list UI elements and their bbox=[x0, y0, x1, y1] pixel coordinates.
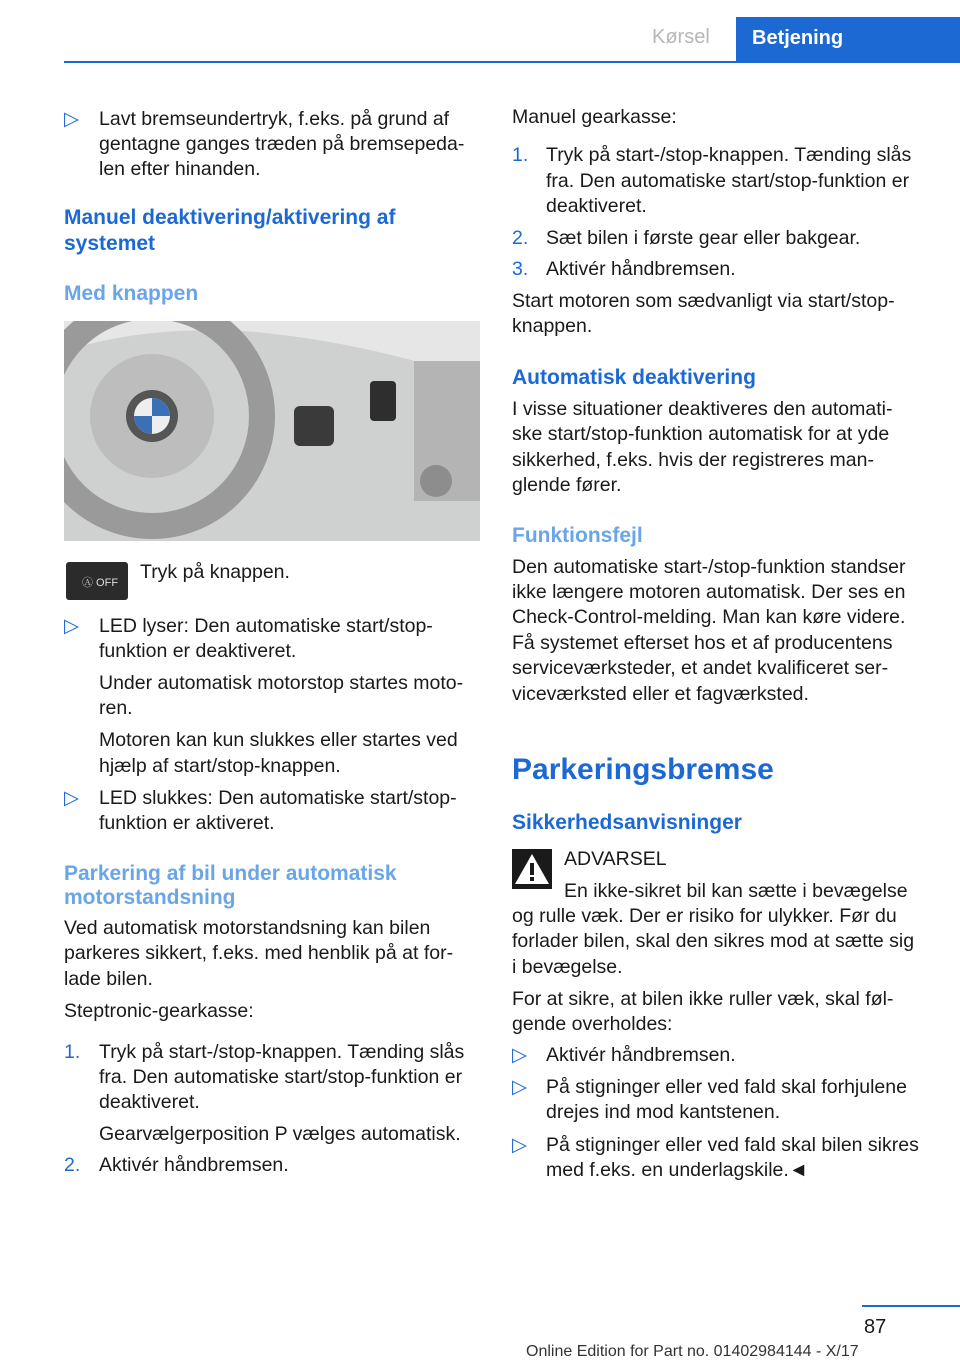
heading-manual: systemet bbox=[64, 232, 156, 255]
text-line: og rulle væk. Der er risiko for ulykker. Før du bbox=[512, 905, 897, 927]
text-line: gende overholdes: bbox=[512, 1013, 673, 1035]
text-line: Den automatiske start-/stop-funktion standser bbox=[512, 556, 906, 578]
text-line: funktion er deaktiveret. bbox=[99, 640, 297, 662]
text-line: Aktivér håndbremsen. bbox=[546, 258, 736, 280]
number-marker: 1. bbox=[64, 1041, 81, 1063]
text-line: ren. bbox=[99, 697, 133, 719]
footer-rule bbox=[862, 1305, 960, 1307]
text-line: Aktivér håndbremsen. bbox=[546, 1044, 736, 1066]
bullet-marker: ▷ bbox=[64, 787, 79, 809]
text-line: Motoren kan kun slukkes eller startes ved bbox=[99, 729, 458, 751]
text-line: forlader bilen, skal den sikres mod at sætte sig bbox=[512, 930, 915, 952]
text-line: fra. Den automatiske start/stop-funktion er bbox=[99, 1066, 463, 1088]
text-line: med f.eks. en underlagskile.◄ bbox=[546, 1159, 809, 1181]
text-line: lade bilen. bbox=[64, 968, 153, 990]
heading-parking: motorstandsning bbox=[64, 886, 236, 909]
bullet-marker: ▷ bbox=[64, 615, 79, 637]
text-line: Tryk på knappen. bbox=[140, 561, 290, 583]
bullet-marker: ▷ bbox=[512, 1076, 527, 1098]
text-line: LED slukkes: Den automatiske start/stop- bbox=[99, 787, 457, 809]
heading-manual: Manuel deaktivering/aktivering af bbox=[64, 206, 396, 229]
text-line: Få systemet efterset hos et af producentens bbox=[512, 632, 893, 654]
heading-knap: Med knappen bbox=[64, 282, 199, 305]
heading-auto: Automatisk deaktivering bbox=[512, 366, 756, 389]
bullet-marker: ▷ bbox=[64, 108, 79, 130]
text-line: parkeres sikkert, f.eks. med henblik på at for- bbox=[64, 942, 454, 964]
text-line: På stigninger eller ved fald skal bilen sikres bbox=[546, 1134, 919, 1156]
number-marker: 2. bbox=[64, 1154, 81, 1176]
number-marker: 2. bbox=[512, 227, 529, 249]
text-line: deaktiveret. bbox=[546, 195, 647, 217]
number-marker: 1. bbox=[512, 144, 529, 166]
text-line: Tryk på start-/stop-knappen. Tænding slås bbox=[99, 1041, 465, 1063]
auto-start-stop-button-icon: Ⓐ OFF bbox=[66, 562, 128, 600]
page-number: 87 bbox=[864, 1316, 887, 1338]
text-line: i bevægelse. bbox=[512, 956, 623, 978]
text-line: viceværksted eller et fagværksted. bbox=[512, 683, 809, 705]
text-line: deaktiveret. bbox=[99, 1091, 200, 1113]
text-line: ikke længere motoren automatisk. Der ses en bbox=[512, 581, 906, 603]
number-marker: 3. bbox=[512, 258, 529, 280]
text-line: Tryk på start-/stop-knappen. Tænding slås bbox=[546, 144, 912, 166]
text-line: Steptronic-gearkasse: bbox=[64, 1000, 254, 1022]
warning-icon bbox=[512, 849, 552, 889]
text-line: For at sikre, at bilen ikke ruller væk, skal føl- bbox=[512, 988, 894, 1010]
text-line: LED lyser: Den automatiske start/stop- bbox=[99, 615, 433, 637]
text-line: Check-Control-melding. Man kan køre videre. bbox=[512, 606, 906, 628]
header-rule bbox=[64, 61, 960, 63]
text-line: sikkerhed, f.eks. hvis der registreres man- bbox=[512, 449, 874, 471]
text-line: I visse situationer deaktiveres den automati- bbox=[512, 398, 893, 420]
text-line: hjælp af start/stop-knappen. bbox=[99, 755, 341, 777]
text-line: glende fører. bbox=[512, 474, 622, 496]
text-line: len efter hinanden. bbox=[99, 158, 261, 180]
header-section: Kørsel bbox=[652, 26, 710, 48]
dashboard-photo bbox=[64, 321, 480, 541]
text-line: Start motoren som sædvanligt via start/stop- bbox=[512, 290, 895, 312]
text-line: Under automatisk motorstop startes moto- bbox=[99, 672, 464, 694]
text-line: Lavt bremseundertryk, f.eks. på grund af bbox=[99, 108, 450, 130]
heading-parking: Parkering af bil under automatisk bbox=[64, 862, 397, 885]
bullet-marker: ▷ bbox=[512, 1134, 527, 1156]
text-line: Aktivér håndbremsen. bbox=[99, 1154, 289, 1176]
heading-parkeringsbremse: Parkeringsbremse bbox=[512, 753, 774, 786]
text-line: Ved automatisk motorstandsning kan bilen bbox=[64, 917, 431, 939]
heading-fejl: Funktionsfejl bbox=[512, 524, 643, 547]
text-line: drejes ind mod kantstenen. bbox=[546, 1101, 781, 1123]
text-line: gentagne ganges træden på bremsepeda- bbox=[99, 133, 465, 155]
text-line: ADVARSEL bbox=[564, 848, 667, 870]
text-line: knappen. bbox=[512, 315, 593, 337]
heading-safety: Sikkerhedsanvisninger bbox=[512, 811, 742, 834]
text-line: Sæt bilen i første gear eller bakgear. bbox=[546, 227, 861, 249]
text-line: Manuel gearkasse: bbox=[512, 106, 677, 128]
text-line: Gearvælgerposition P vælges automatisk. bbox=[99, 1123, 461, 1145]
header-tab: Betjening bbox=[736, 17, 960, 61]
text-line: En ikke-sikret bil kan sætte i bevægelse bbox=[564, 880, 908, 902]
text-line: funktion er aktiveret. bbox=[99, 812, 275, 834]
text-line: serviceværksteder, et andet kvalificeret ser- bbox=[512, 657, 889, 679]
bullet-marker: ▷ bbox=[512, 1044, 527, 1066]
footer-edition: Online Edition for Part no. 01402984144 - X/17 bbox=[526, 1343, 859, 1360]
text-line: ske start/stop-funktion automatisk for at yde bbox=[512, 423, 890, 445]
text-line: På stigninger eller ved fald skal forhjulene bbox=[546, 1076, 907, 1098]
text-line: fra. Den automatiske start/stop-funktion er bbox=[546, 170, 910, 192]
